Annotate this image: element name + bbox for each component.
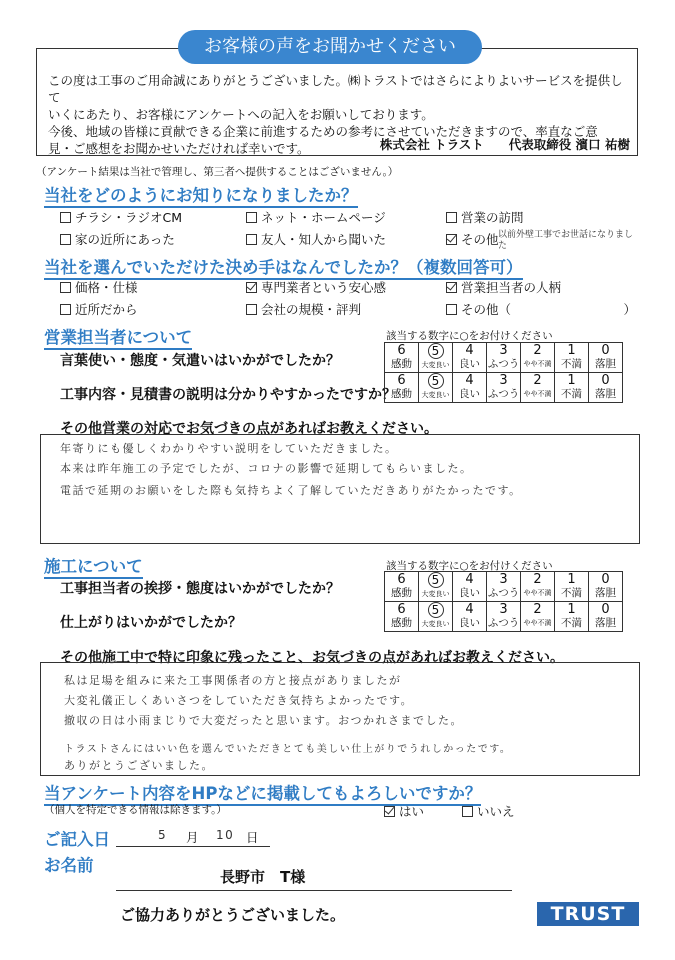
rating-row (385, 572, 623, 602)
handwritten-comment-line: 年寄りにも優しくわかりやすい説明をしていただきました。 (60, 442, 398, 455)
rating-cell[interactable]: 6 感動 (385, 572, 419, 602)
rating-cell[interactable]: 4 良い (453, 602, 487, 632)
rating-row (385, 602, 623, 632)
sales-question: 工事内容・見積書の説明は分かりやすかったですか？ (60, 387, 396, 403)
sales-rating-table (384, 342, 623, 403)
rating-cell[interactable]: 0 落胆 (589, 373, 623, 403)
checkbox-checked[interactable] (446, 282, 457, 293)
rating-cell-selected[interactable]: 5 大変良い (419, 373, 453, 403)
checkbox-checked[interactable] (246, 282, 257, 293)
rating-cell[interactable]: 2 やや不満 (521, 572, 555, 602)
handwritten-comment-line: 本来は昨年施工の予定でしたが、コロナの影響で延期してもらいました。 (60, 462, 473, 475)
date-underline (116, 846, 270, 847)
date-label: ご記入日 (44, 830, 110, 849)
q1-option[interactable]: 家の近所にあった (60, 230, 175, 248)
rating-cell[interactable]: 3 ふつう (487, 343, 521, 373)
privacy-note: （アンケート結果は当社で管理し、第三者へ提供することはございません。） (36, 166, 399, 178)
q1-title: 当社をどのようにお知りになりましたか？ (44, 182, 358, 206)
rating-cell[interactable]: 6 感動 (385, 373, 419, 403)
rating-cell[interactable]: 0 落胆 (589, 602, 623, 632)
q1-option[interactable]: 友人・知人から聞いた (246, 230, 386, 248)
rating-row (385, 343, 623, 373)
checkbox[interactable] (60, 304, 71, 315)
name-label: お名前 (44, 856, 94, 875)
date-day-value[interactable]: 10 (216, 828, 235, 842)
q2-title: 当社を選んでいただけた決め手はなんでしたか？（複数回答可） (44, 254, 523, 278)
handwritten-comment-line: 私は足場を組みに来た工事関係者の方と接点がありましたが (64, 674, 402, 687)
rating-cell[interactable]: 1 不満 (555, 572, 589, 602)
intro-line: いくにあたり、お客様にアンケートへの記入をお願いしております。 (48, 107, 434, 122)
intro-line: 見・ご感想をお聞かせいただければ幸いです。 (48, 141, 310, 156)
q1-option[interactable]: 営業の訪問 (446, 208, 524, 226)
checkbox[interactable] (446, 212, 457, 223)
date-month-value[interactable]: 5 (158, 828, 168, 842)
rating-cell[interactable]: 3 ふつう (487, 572, 521, 602)
rating-cell[interactable]: 6 感動 (385, 343, 419, 373)
q2-option[interactable]: 近所だから (60, 300, 138, 318)
rating-cell[interactable]: 2 やや不満 (521, 343, 555, 373)
rating-cell[interactable]: 4 良い (453, 572, 487, 602)
rating-cell[interactable]: 1 不満 (555, 343, 589, 373)
rating-cell[interactable]: 2 やや不満 (521, 373, 555, 403)
scale-instruction: 該当する数字に○をお付けください (386, 560, 553, 572)
rating-cell[interactable]: 0 落胆 (589, 343, 623, 373)
publish-note: （個人を特定できる情報は除きます。） (44, 804, 227, 816)
handwritten-comment-line: トラストさんにはいい色を選んでいただきとても美しい仕上がりでうれしかったです。 (64, 744, 512, 755)
company-signature: 株式会社 トラスト 代表取締役 濱口 祐樹 (379, 137, 630, 152)
survey-title: お客様の声をお聞かせください (178, 30, 482, 64)
sales-other-title: その他営業の対応でお気づきの点があればお教えください。 (60, 421, 438, 437)
construction-question: 工事担当者の挨拶・態度はいかがでしたか？ (60, 581, 340, 597)
thanks-message: ご協力ありがとうございました。 (120, 906, 346, 924)
rating-cell[interactable]: 6 感動 (385, 602, 419, 632)
intro-line: 今後、地域の皆様に貢献できる企業に前進するための参考にさせていただきますので、率直なご意 (48, 124, 598, 139)
scale-instruction: 該当する数字に○をお付けください (386, 330, 553, 342)
checkbox[interactable] (60, 234, 71, 245)
date-month-unit: 月 (186, 830, 199, 845)
q2-option[interactable]: 専門業者という安心感 (246, 278, 386, 296)
rating-cell[interactable]: 3 ふつう (487, 373, 521, 403)
construction-section-title: 施工について (44, 553, 143, 577)
rating-cell-selected[interactable]: 5 大変良い (419, 572, 453, 602)
rating-cell[interactable]: 2 やや不満 (521, 602, 555, 632)
rating-cell-selected[interactable]: 5 大変良い (419, 343, 453, 373)
rating-row (385, 373, 623, 403)
intro-line: この度は工事のご用命誠にありがとうございました。㈱トラストではさらによりよいサービスを提供して (48, 73, 623, 105)
rating-cell-selected[interactable]: 5 大変良い (419, 602, 453, 632)
checkbox[interactable] (246, 212, 257, 223)
rating-cell[interactable]: 4 良い (453, 343, 487, 373)
date-day-unit: 日 (246, 830, 259, 845)
checkbox-checked[interactable] (384, 806, 395, 817)
checkbox-checked[interactable] (446, 234, 457, 245)
rating-cell[interactable]: 0 落胆 (589, 572, 623, 602)
q2-option[interactable]: 価格・仕様 (60, 278, 138, 296)
sales-section-title: 営業担当者について (44, 324, 192, 348)
name-value[interactable]: 長野市 T様 (220, 868, 306, 886)
publish-yes-option[interactable]: はい (384, 802, 424, 820)
q2-option[interactable]: 営業担当者の人柄 (446, 278, 561, 296)
checkbox[interactable] (446, 304, 457, 315)
q2-option[interactable]: 会社の規模・評判 (246, 300, 361, 318)
name-underline (116, 890, 512, 891)
construction-question: 仕上がりはいかがでしたか？ (60, 615, 242, 631)
checkbox[interactable] (60, 282, 71, 293)
rating-cell[interactable]: 1 不満 (555, 373, 589, 403)
q1-option[interactable]: チラシ・ラジオCM (60, 208, 182, 226)
sales-question: 言葉使い・態度・気遣いはいかがでしたか？ (60, 353, 340, 369)
rating-cell[interactable]: 1 不満 (555, 602, 589, 632)
construction-other-title: その他施工中で特に印象に残ったこと、お気づきの点があればお教えください。 (60, 650, 564, 666)
construction-rating-table (384, 571, 623, 632)
rating-cell[interactable]: 4 良い (453, 373, 487, 403)
publish-no-option[interactable]: いいえ (462, 802, 515, 820)
q2-option[interactable]: その他（ ） (446, 300, 636, 318)
publish-question: 当アンケート内容をHPなどに掲載してもよろしいですか？ (44, 780, 481, 804)
handwritten-comment-line: 大変礼儀正しくあいさつをしていただき気持ちよかったです。 (64, 694, 414, 707)
checkbox[interactable] (462, 806, 473, 817)
handwritten-comment-line: 電話で延期のお願いをした際も気持ちよく了解していただきありがたかったです。 (60, 484, 522, 497)
rating-cell[interactable]: 3 ふつう (487, 602, 521, 632)
trust-logo: TRUST (537, 902, 639, 926)
checkbox[interactable] (246, 234, 257, 245)
handwritten-comment-line: 撤収の日は小雨まじりで大変だったと思います。おつかれさまでした。 (64, 714, 464, 727)
checkbox[interactable] (246, 304, 257, 315)
q1-other-handwritten: 以前外壁工事でお世話になりました (498, 230, 634, 251)
handwritten-comment-line: ありがとうございました。 (64, 759, 214, 772)
q1-option[interactable]: ネット・ホームページ (246, 208, 386, 226)
checkbox[interactable] (60, 212, 71, 223)
q1-option-other[interactable]: その他 (446, 230, 499, 248)
